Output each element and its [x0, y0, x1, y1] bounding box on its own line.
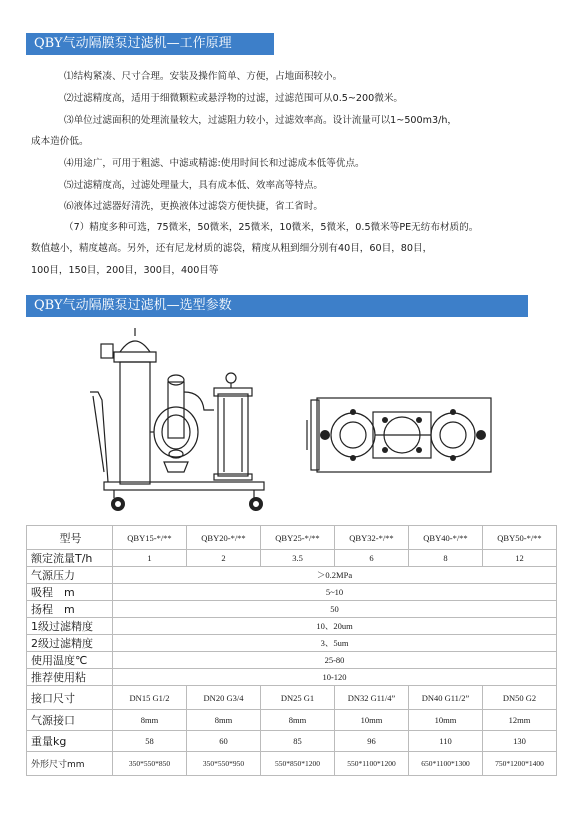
paragraph-5: ⑸过滤精度高，过滤处理量大，具有成本低、效率高等特点。 [64, 180, 324, 191]
table-row [27, 584, 557, 601]
table-cell: 3.5 [261, 550, 335, 567]
table-cell: 10mm [335, 710, 409, 731]
machine-side-view-drawing [84, 322, 284, 518]
table-cell: 85 [261, 731, 335, 752]
row-label: 气源压力 [27, 567, 113, 584]
table-row [27, 601, 557, 618]
merged-cell: 3、5um [113, 635, 557, 652]
paragraph-7-cont2: 100目，150目，200目，300目，400目等 [31, 265, 219, 276]
table-cell: DN25 G1 [261, 686, 335, 710]
merged-cell: 5~10 [113, 584, 557, 601]
model-header: QBY25-*/** [261, 526, 335, 550]
paragraph-3-cont: 成本造价低。 [31, 136, 89, 147]
paragraph-7-cont1: 数值越小，精度越高。另外，还有尼龙材质的滤袋，精度从粗到细分别有40目，60目，80目， [31, 243, 433, 254]
table-row [27, 752, 557, 776]
table-cell: 8mm [113, 710, 187, 731]
table-cell: 350*550*950 [187, 752, 261, 776]
row-label: 扬程 m [27, 601, 113, 618]
table-cell: 8mm [261, 710, 335, 731]
table-row [27, 618, 557, 635]
model-header: QBY40-*/** [409, 526, 483, 550]
table-row [27, 710, 557, 731]
paragraph-1: ⑴结构紧凑、尺寸合理。安装及操作简单、方便，占地面积较小。 [64, 71, 343, 82]
paragraph-3: ⑶单位过滤面积的处理流量较大，过滤阻力较小，过滤效率高。设计流量可以1~500m3/h， [64, 115, 457, 126]
table-cell: 8 [409, 550, 483, 567]
section-title-principle: QBY气动隔膜泵过滤机—工作原理 [26, 33, 274, 55]
merged-cell: 50 [113, 601, 557, 618]
table-cell: 12 [483, 550, 557, 567]
table-cell: 550*850*1200 [261, 752, 335, 776]
merged-cell: 10-120 [113, 669, 557, 686]
row-label: 吸程 m [27, 584, 113, 601]
model-header: QBY32-*/** [335, 526, 409, 550]
table-row [27, 686, 557, 710]
model-header: QBY15-*/** [113, 526, 187, 550]
table-cell: 12mm [483, 710, 557, 731]
row-label: 使用温度℃ [27, 652, 113, 669]
table-cell: 8mm [187, 710, 261, 731]
paragraph-6: ⑹液体过滤器好清洗，更换液体过滤袋方便快捷，省工省时。 [64, 201, 324, 212]
selection-parameters-table [26, 525, 557, 776]
table-cell: 350*550*850 [113, 752, 187, 776]
table-row [27, 635, 557, 652]
merged-cell: ＞0.2MPa [113, 567, 557, 584]
table-cell: 10mm [409, 710, 483, 731]
table-cell: DN40 G11/2” [409, 686, 483, 710]
table-row [27, 652, 557, 669]
table-cell: DN15 G1/2 [113, 686, 187, 710]
row-label: 推荐使用粘 [27, 669, 113, 686]
table-cell: DN50 G2 [483, 686, 557, 710]
table-cell: 60 [187, 731, 261, 752]
row-label: 2级过滤精度 [27, 635, 113, 652]
model-header: QBY20-*/** [187, 526, 261, 550]
table-cell: 6 [335, 550, 409, 567]
row-label: 气源接口 [27, 710, 113, 731]
paragraph-2: ⑵过滤精度高，适用于细微颗粒或悬浮物的过滤，过滤范围可从0.5~200微米。 [64, 93, 404, 104]
row-label: 额定流量T/h [27, 550, 113, 567]
table-row [27, 567, 557, 584]
table-cell: 130 [483, 731, 557, 752]
row-label: 1级过滤精度 [27, 618, 113, 635]
table-row [27, 669, 557, 686]
row-label: 重量kg [27, 731, 113, 752]
table-cell: 96 [335, 731, 409, 752]
table-cell: 58 [113, 731, 187, 752]
table-cell: 110 [409, 731, 483, 752]
merged-cell: 25-80 [113, 652, 557, 669]
table-row [27, 550, 557, 567]
row-label: 接口尺寸 [27, 686, 113, 710]
row-label: 外形尺寸mm [27, 752, 113, 776]
table-cell: 750*1200*1400 [483, 752, 557, 776]
merged-cell: 10、20um [113, 618, 557, 635]
section-title-selection: QBY气动隔膜泵过滤机—选型参数 [26, 295, 528, 317]
machine-top-view-drawing [305, 390, 495, 480]
table-cell: 1 [113, 550, 187, 567]
table-row [27, 731, 557, 752]
table-header-row [27, 526, 557, 550]
paragraph-7: （7）精度多种可选，75微米，50微米，25微米，10微米，5微米，0.5微米等PE无纺布材质的。 [64, 222, 479, 233]
header-label: 型号 [27, 526, 113, 550]
paragraph-4: ⑷用途广，可用于粗滤、中滤或精滤:使用时间长和过滤成本低等优点。 [64, 158, 365, 169]
table-cell: 650*1100*1300 [409, 752, 483, 776]
table-cell: DN32 G11/4” [335, 686, 409, 710]
table-cell: 2 [187, 550, 261, 567]
model-header: QBY50-*/** [483, 526, 557, 550]
table-cell: 550*1100*1200 [335, 752, 409, 776]
table-cell: DN20 G3/4 [187, 686, 261, 710]
